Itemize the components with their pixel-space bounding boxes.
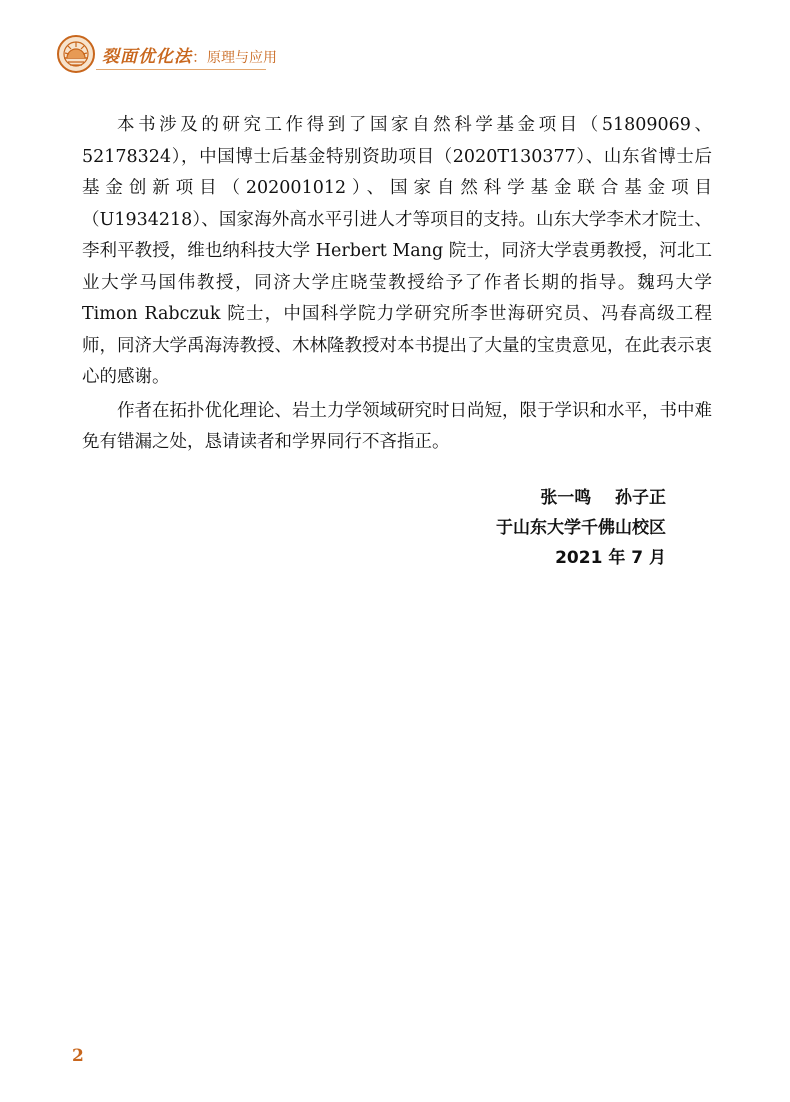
- acknowledgement-paragraph: 本书涉及的研究工作得到了国家自然科学基金项目（51809069、52178324），中国博士后基金特别资助项目（2020T130377）、山东省博士后基金创新项目（202001012）、国家自然科学基金联合基金项目（U1934218）、国家海外高水平引进人才等项目的支持。山东大学李术才院士、李利平教授，维也纳科技大学 Herbert Mang 院士，同济大学袁勇教授，河北工业大学马国伟教授，同济大学庄晓莹教授给予了作者长期的指导。魏玛大学 Timon Rabczuk 院士，中国科学院力学研究所李世海研究员、冯春高级工程师，同济大学禹海涛教授、木林隆教授对本书提出了大量的宝贵意见，在此表示衷心的感谢。: [82, 115, 712, 387]
- signature-authors: 张一鸣 孙子正: [540, 488, 666, 508]
- header-title: [102, 42, 277, 67]
- sunburst-logo-icon: [56, 34, 96, 74]
- title-separator: ：: [192, 47, 208, 66]
- closing-paragraph: 作者在拓扑优化理论、岩土力学领域研究时日尚短，限于学识和水平，书中难免有错漏之处，恳请读者和学界同行不吝指正。: [82, 400, 712, 452]
- signature-place: 于山东大学千佛山校区: [496, 518, 666, 538]
- body-text: [82, 110, 712, 461]
- signature-date: 2021 年 7 月: [555, 548, 666, 568]
- book-title: 裂面优化法: [102, 46, 192, 67]
- book-subtitle: 原理与应用: [207, 49, 278, 66]
- running-header: [56, 30, 277, 78]
- header-underline: [96, 69, 266, 70]
- page-number: 2: [72, 1046, 84, 1066]
